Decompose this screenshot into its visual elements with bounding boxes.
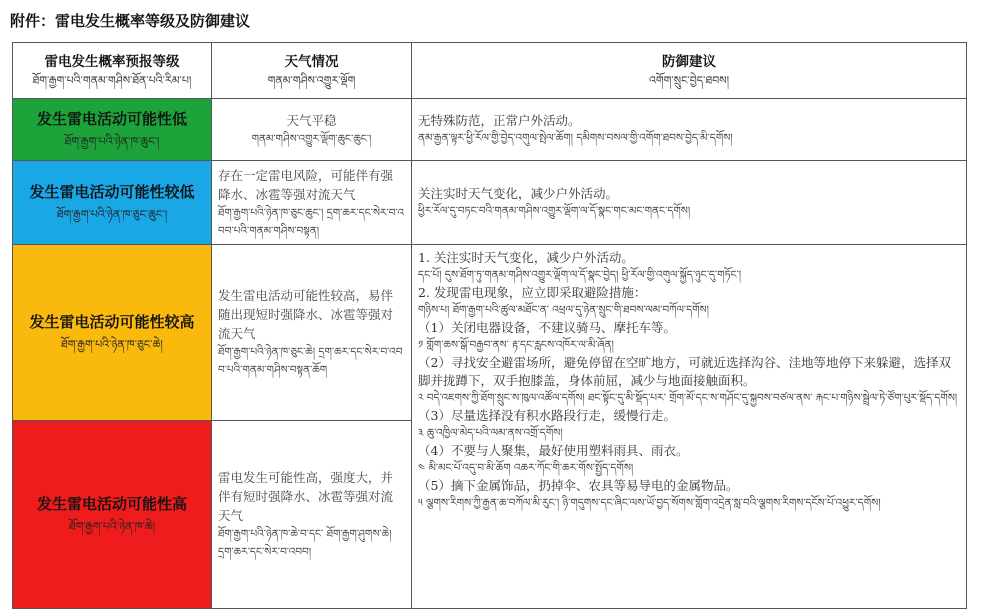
advice-bo: གཉིས་པ། ཐོག་རྒྱག་པའི་ཚུལ་མཐོང་ན་ འཕྲལ་དུ་ཉེན་སྲུང་གི་ཐབས་ལམ་བཀོལ་དགོས། [418,304,709,316]
advice-bo: ནམ་རྒྱན་ལྟར་ཕྱི་རོལ་གྱི་བྱེད་འགུལ་སྤེལ་ཆོག། དམིགས་བསལ་གྱི་འགོག་ཐབས་བྱེད་མི་དགོས། [418,132,733,144]
advice-zh: （1）关闭电器设备，不建议骑马、摩托车等。 [418,320,676,335]
level-lower-cell [13,161,212,245]
table-row [13,245,967,421]
advice-bo: དང་པོ། དུས་ཐོག་ཏུ་གནམ་གཤིས་འགྱུར་ལྡོག་ལ་དོ་སྣང་བྱེད། ཕྱི་རོལ་གྱི་འགུལ་སྐྱོད་ཉུང་དུ་གཏོང་། [418,269,742,281]
weather-zh: 存在一定雷电风险，可能伴有强降水、冰雹等强对流天气 [218,167,394,202]
level-zh: 发生雷电活动可能性低 [36,109,187,128]
advice-bo: ༥ ལྕགས་རིགས་ཀྱི་རྒྱན་ཆ་བཀོལ་མི་རུང་། ཉི་གདུགས་དང་ཞིང་ལས་ཡོ་བྱད་སོགས་གློག་འདྲེན་སླ་བའི་ལྕགས་རིགས་དངོས་པོ་འཕྱུར་དགོས། [418,497,881,509]
weather-bo: ཐོག་རྒྱག་པའི་ཉེན་ཁ་ཅུང་ཆེ། དྲག་ཆར་དང་སེར་བ་འབབ་པའི་གནམ་གཤིས་བསྟན་ཆོག [218,346,403,376]
header-advice-bo: འགོག་སྲུང་བྱེད་ཐབས། [648,73,730,87]
advice-zh: 1. 关注实时天气变化，减少户外活动。 [418,250,634,265]
advice-zh: （4）不要与人聚集，最好使用塑料雨具、雨衣。 [418,443,689,458]
advice-bo: ༡ གློག་ཆས་སྒོ་བརྒྱབ་ནས་ རྟ་དང་རླངས་འཁོར་ལ་མི་ཞོན། [418,339,614,351]
weather-zh: 天气平稳 [286,113,337,128]
weather-bo: གནམ་གཤིས་འགྱུར་ལྡོག་ཆུང་ཆུང་། [251,133,372,145]
lightning-table [12,42,967,609]
weather-zh: 雷电发生可能性高，强度大，并伴有短时强降水、冰雹等强对流天气 [218,470,394,523]
advice-bo: ༣ ཆུ་འཁྱིལ་མེད་པའི་ལམ་ནས་འགྲོ་དགོས། [418,427,563,439]
advice-cell [412,161,967,245]
weather-cell [212,421,412,609]
header-weather [212,43,412,99]
header-level [13,43,212,99]
table-row [13,99,967,161]
level-high-cell [13,421,212,609]
page-title: 附件：雷电发生概率等级及防御建议 [10,12,251,30]
advice-zh: （5）摘下金属饰品，扔掉伞、农具等易导电的金属物品。 [418,478,739,493]
advice-zh: 关注实时天气变化，减少户外活动。 [418,186,619,201]
weather-cell [212,99,412,161]
advice-bo: ༢ བདེ་འཇགས་ཀྱི་ཐོག་སྲུང་ས་ཁུལ་འཚོལ་དགོས། ཐང་སྟོང་དུ་མི་སྡོད་པར་ གྲོག་མོ་དང་ས་གཤོང་དུ་སྐྱབས་བཙལ་ནས་ རྐང་པ་གཉིས་སྦྲེལ་ཏེ་ཙོག་པུར་སྡོད་དགོས། [418,392,958,404]
header-weather-zh: 天气情况 [284,53,339,70]
level-zh: 发生雷电活动可能性较高 [29,312,195,331]
header-advice-zh: 防御建议 [662,53,716,70]
advice-zh: 2. 发现雷电现象，应立即采取避险措施： [418,285,647,300]
header-level-zh: 雷电发生概率预报等级 [44,53,180,70]
weather-zh: 发生雷电活动可能性较高，易伴随出现短时强降水、冰雹等强对流天气 [218,288,394,341]
weather-cell [212,161,412,245]
level-bo: ཐོག་རྒྱག་པའི་ཉེན་ཁ་ཆུང་། [64,134,160,148]
header-advice [412,43,967,99]
advice-zh: （3）尽量选择没有积水路段行走，缓慢行走。 [418,408,676,423]
level-bo: ཐོག་རྒྱག་པའི་ཉེན་ཁ་ཅུང་ཆེ། [61,337,163,351]
advice-cell [412,99,967,161]
weather-cell [212,245,412,421]
advice-bo: ༤ མི་མང་པོ་འདུ་བ་མི་ཆོག འཆར་ཀོང་གི་ཆར་གོས་སྤྱོད་དགོས། [418,462,634,474]
table-header-row [13,43,967,99]
advice-bo: ཕྱིར་རོལ་དུ་བཏང་བའི་གནམ་གཤིས་འགྱུར་ལྡོག་ལ་དོ་སྣང་གང་མང་གནང་དགོས། [418,205,691,217]
advice-cell-high [412,245,967,609]
advice-zh: 无特殊防范，正常户外活动。 [418,113,581,128]
weather-bo: ཐོག་རྒྱག་པའི་ཉེན་ཁ་ཆེ་བ་དང་ ཐོག་རྒྱག་ཤུགས་ཆེ། དྲག་ཆར་དང་སེར་བ་འབབ། [218,528,392,558]
weather-bo: ཐོག་རྒྱག་པའི་ཉེན་ཁ་ཅུང་ཆུང་། དྲག་ཆར་དང་སེར་བ་འབབ་པའི་གནམ་གཤིས་བསྟན། [218,206,404,237]
level-zh: 发生雷电活动可能性较低 [29,182,195,201]
level-low-cell [13,99,212,161]
level-bo: ཐོག་རྒྱག་པའི་ཉེན་ཁ་ཅུང་ཆུང་། [56,207,168,221]
level-higher-cell [13,245,212,421]
advice-zh: （2）寻找安全避雷场所，避免停留在空旷地方，可就近选择沟谷、洼地等地停下来躲避，选择双脚并拢蹲下，双手抱膝盖，身体前屈，减少与地面接触面积。 [418,355,951,388]
header-weather-bo: གནམ་གཤིས་འགྱུར་ལྡོག [267,73,356,87]
table-row [13,161,967,245]
header-level-bo: ཐོག་རྒྱག་པའི་གནམ་གཤིས་ཐོན་པའི་རིམ་པ། [32,73,192,87]
level-zh: 发生雷电活动可能性高 [36,494,187,513]
level-bo: ཐོག་རྒྱག་པའི་ཉེན་ཁ་ཆེ། [68,519,156,533]
